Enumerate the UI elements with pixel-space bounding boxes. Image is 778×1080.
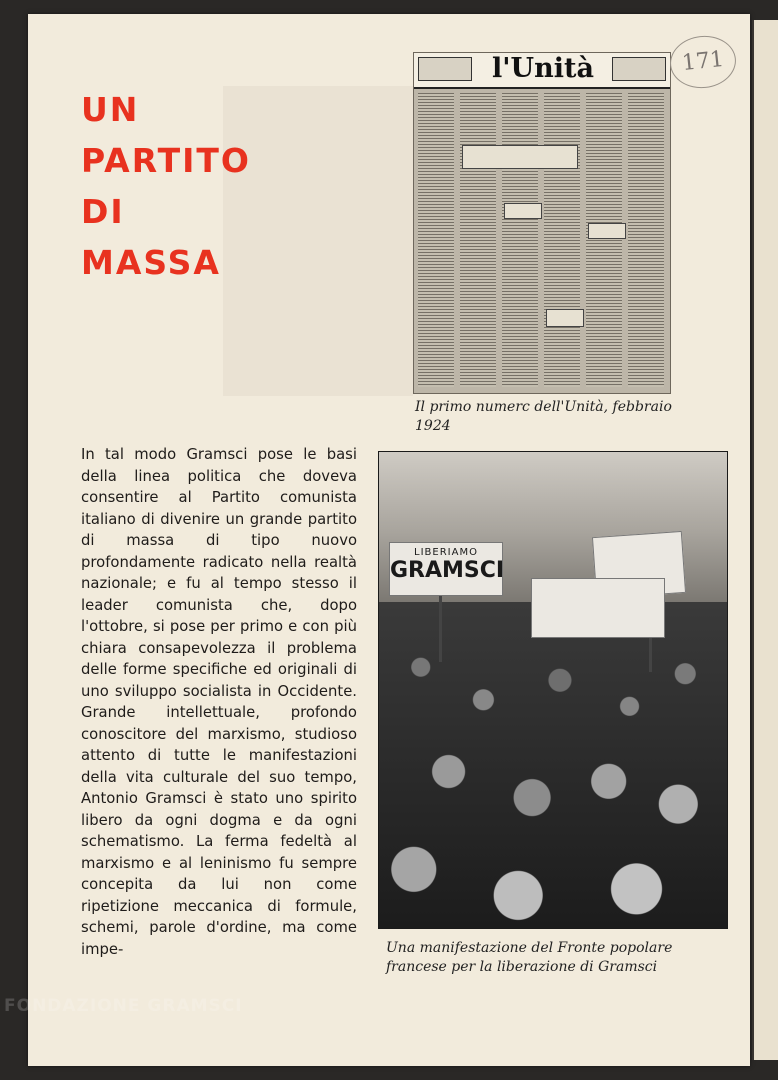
newspaper-headline-block [588, 223, 626, 239]
demonstration-photo [378, 451, 728, 929]
newspaper-caption: Il primo numerc dell'Unità, febbraio 1924 [415, 399, 672, 434]
headline-line: MASSA [81, 243, 221, 282]
headline [81, 84, 251, 288]
headline-line: UN [81, 90, 140, 129]
newspaper-column [460, 93, 496, 387]
newspaper-headline-block [546, 309, 584, 327]
blank-sign [531, 578, 665, 638]
handwritten-page-number: 171 [667, 33, 738, 92]
newspaper-column [628, 93, 664, 387]
newspaper-column [586, 93, 622, 387]
body-text: In tal modo Gramsci pose le basi della linea politica che doveva consentire al Partito comunista italiano di divenire un grande partito di massa di tipo nuovo profondamente radicato nella realtà nazionale; e fu al tempo stesso il leader comunista che, dopo l'ottobre, si pose per primo e con più chiara consapevolezza il problema delle forme specifiche ed originali di uno sviluppo socialista in Occidente. Grande intellettuale, profondo conoscitore del marxismo, studioso attento di tutte le manifestazioni della vita culturale del suo tempo, Antonio Gramsci è stato uno spirito libero da ogni dogma e da ogni schematismo. La ferma fedeltà al marxismo e al leninismo fu sempre concepita da lui non come ripetizione meccanica di formule, schemi, parole d'ordine, ma come impe- [81, 446, 357, 958]
adjacent-page-edge [752, 20, 778, 1060]
photo-crowd [379, 602, 727, 928]
headline-line: DI [81, 192, 125, 231]
newspaper-masthead [414, 53, 670, 89]
newspaper-title: l'Unità [492, 53, 594, 84]
headline-line: PARTITO [81, 141, 251, 180]
newspaper-front-page-image [413, 52, 671, 394]
newspaper-column [418, 93, 454, 387]
newspaper-headline-block [504, 203, 542, 219]
liberiamo-gramsci-sign [389, 542, 503, 596]
book-page [28, 14, 750, 1066]
archive-watermark: FONDAZIONE GRAMSCI [4, 996, 243, 1016]
masthead-left-box [418, 57, 472, 81]
sign-text-small: LIBERIAMO [414, 547, 478, 558]
sign-text-big: GRAMSCI [390, 558, 505, 583]
photo-caption: Una manifestazione del Fronte popolare francese per la liberazione di Gramsci [386, 940, 673, 975]
sign-pole [439, 592, 442, 662]
newspaper-headline-block [462, 145, 578, 169]
newspaper-column [544, 93, 580, 387]
show-through-shadow [223, 86, 413, 396]
masthead-right-box [612, 57, 666, 81]
newspaper-column [502, 93, 538, 387]
